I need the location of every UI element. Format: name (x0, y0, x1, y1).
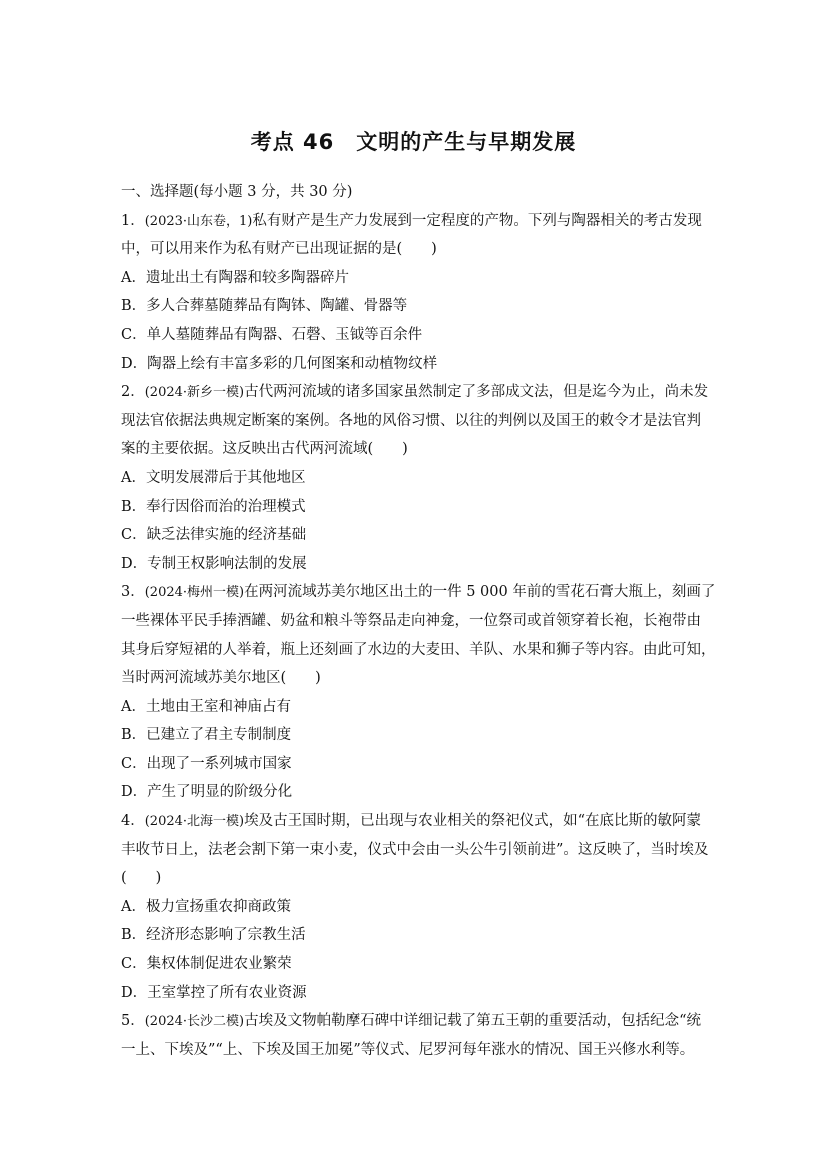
question-stem-line (121, 207, 711, 236)
question-1 (121, 207, 711, 379)
question-stem-line: 中，可以用来作为私有财产已出现证据的是( ) (121, 241, 437, 258)
question-source: (2024·北海一模) (144, 814, 245, 830)
question-stem-line: 案的主要依据。这反映出古代两河流域( ) (121, 441, 408, 458)
question-number: 2． (121, 384, 145, 401)
option-a: A．极力宣扬重农抑商政策 (121, 898, 291, 915)
option-c: C．单人墓随葬品有陶器、石磬、玉钺等百余件 (121, 326, 423, 343)
option-b: B．多人合葬墓随葬品有陶钵、陶罐、骨器等 (121, 298, 408, 315)
question-stem-line: 一些裸体平民手捧酒罐、奶盆和粮斗等祭品走向神龛，一位祭司或首领穿着长袍，长袍带由 (121, 612, 701, 629)
question-source: (2023·山东卷，1) (144, 213, 253, 229)
question-stem-line (121, 378, 711, 407)
option-b: B．经济形态影响了宗教生活 (121, 927, 306, 944)
question-number: 4． (121, 813, 145, 830)
question-stem-line: 其身后穿短裙的人举着，瓶上还刻画了水边的大麦田、羊队、水果和狮子等内容。由此可知， (121, 641, 716, 658)
section-heading: 一、选择题(每小题 3 分，共 30 分) (121, 184, 353, 200)
question-3 (121, 578, 716, 807)
question-text: 古代两河流域的诸多国家虽然制定了多部成文法，但是迄今为止，尚未发 (244, 384, 709, 401)
option-a: A．土地由王室和神庙占有 (121, 698, 291, 715)
question-5 (121, 1007, 711, 1064)
question-source: (2024·长沙二模) (144, 1014, 245, 1030)
question-number: 1． (121, 212, 145, 229)
page-title: 考点 46 文明的产生与早期发展 (250, 130, 577, 154)
question-stem-line: 丰收节日上，法老会割下第一束小麦，仪式中会由一头公牛引领前进”。这反映了，当时埃及 (121, 841, 709, 858)
option-d: D．产生了明显的阶级分化 (121, 784, 293, 801)
question-text: 在两河流域苏美尔地区出土的一件 5 000 年前的雪花石膏大瓶上，刻画了 (244, 584, 716, 601)
question-text: 埃及古王国时期，已出现与农业相关的祭祀仪式，如“在底比斯的敏阿蒙 (244, 813, 702, 830)
question-stem-line: ( ) (121, 870, 162, 887)
option-b: B．奉行因俗而治的治理模式 (121, 498, 306, 515)
question-stem-line: 现法官依据法典规定断案的案例。各地的风俗习惯、以往的判例以及国王的敕令才是法官判 (121, 412, 701, 429)
question-stem-line (121, 578, 716, 607)
option-b: B．已建立了君主专制制度 (121, 727, 292, 744)
question-source: (2024·梅州一模) (144, 585, 245, 601)
option-a: A．遗址出土有陶器和较多陶器碎片 (121, 269, 349, 286)
question-text: 私有财产是生产力发展到一定程度的产物。下列与陶器相关的考古发现 (252, 212, 702, 229)
option-c: C．集权体制促进农业繁荣 (121, 956, 292, 973)
option-d: D．王室掌控了所有农业资源 (121, 984, 307, 1001)
question-list (121, 178, 716, 1064)
question-stem-line (121, 1007, 711, 1036)
question-number: 3． (121, 584, 145, 601)
question-4 (121, 807, 711, 1007)
question-2 (121, 378, 711, 578)
question-source: (2024·新乡一模) (144, 385, 245, 401)
question-stem-line: 当时两河流域苏美尔地区( ) (121, 670, 321, 687)
question-stem-line: 一上、下埃及”“上、下埃及国王加冕”等仪式、尼罗河每年涨水的情况、国王兴修水利等。 (121, 1041, 695, 1058)
option-d: D．专制王权影响法制的发展 (121, 555, 307, 572)
option-c: C．缺乏法律实施的经济基础 (121, 527, 307, 544)
option-a: A．文明发展滞后于其他地区 (121, 469, 306, 486)
question-number: 5． (121, 1013, 145, 1030)
option-c: C．出现了一系列城市国家 (121, 755, 292, 772)
question-stem-line (121, 807, 711, 836)
question-text: 古埃及文物帕勒摩石碑中详细记载了第五王朝的重要活动，包括纪念“统 (244, 1013, 702, 1030)
option-d: D．陶器上绘有丰富多彩的几何图案和动植物纹样 (121, 355, 438, 372)
